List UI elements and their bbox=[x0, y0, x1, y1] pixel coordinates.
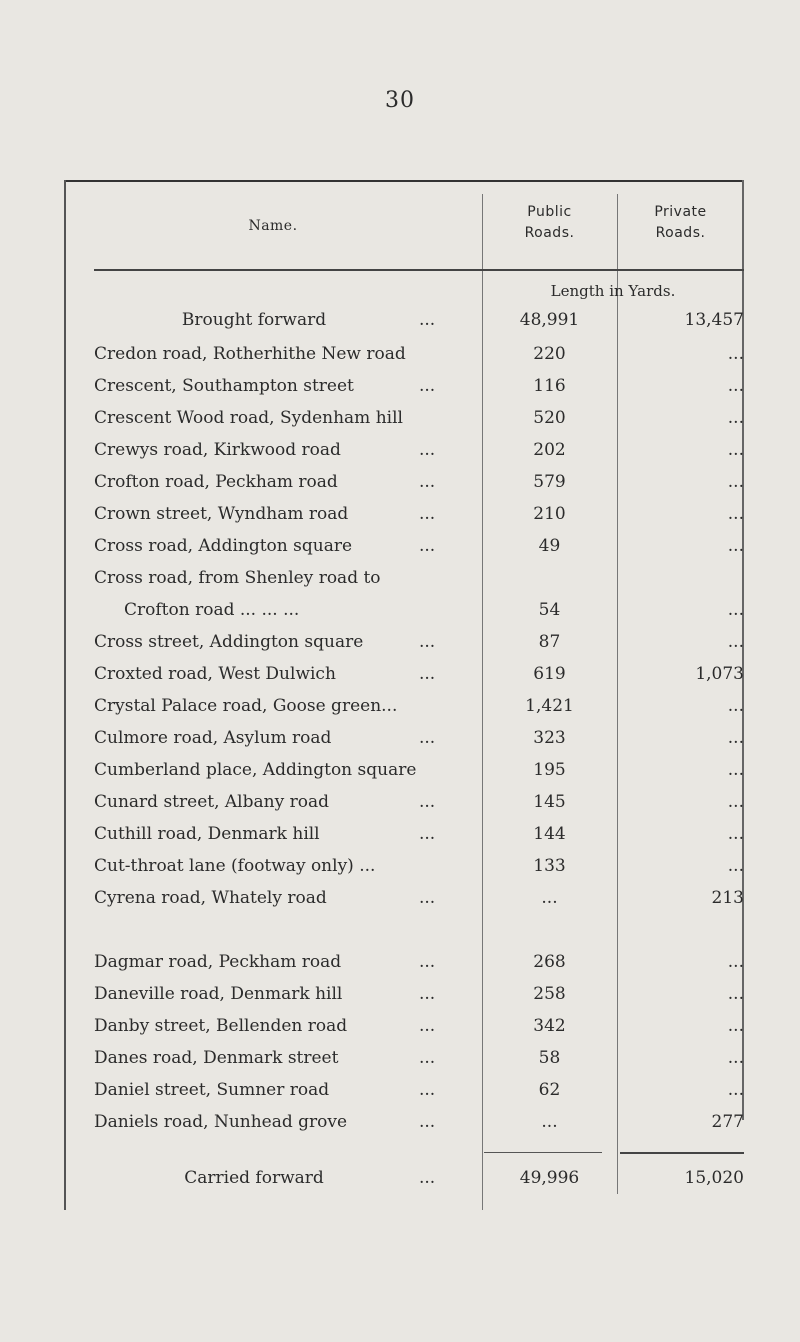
public-roads-value: 268 bbox=[533, 952, 566, 972]
public-roads-value: 579 bbox=[533, 472, 566, 492]
brought-forward-public: 48,991 bbox=[519, 310, 580, 330]
private-roads-value: ... bbox=[727, 344, 744, 364]
road-name: Crystal Palace road, Goose green... bbox=[94, 696, 398, 716]
road-name: Crofton road, Peckham road bbox=[94, 472, 338, 492]
road-name: Cuthill road, Denmark hill bbox=[94, 824, 320, 844]
table-row bbox=[64, 626, 744, 658]
table-row bbox=[64, 1074, 744, 1106]
public-roads-value: 195 bbox=[533, 760, 566, 780]
road-name: Daniel street, Sumner road bbox=[94, 1080, 330, 1100]
table-row bbox=[64, 498, 744, 530]
length-subheader: Length in Yards. bbox=[550, 282, 676, 300]
table-row bbox=[64, 1010, 744, 1042]
row-dots: ... bbox=[419, 664, 436, 684]
table-row bbox=[64, 850, 744, 882]
private-roads-value: ... bbox=[727, 472, 744, 492]
public-roads-value: 54 bbox=[538, 600, 561, 620]
road-name: Crescent Wood road, Sydenham hill bbox=[94, 408, 403, 428]
row-dots: ... bbox=[419, 440, 436, 460]
row-dots: ... bbox=[419, 632, 436, 652]
table-row bbox=[64, 594, 744, 626]
page-number: 30 bbox=[385, 88, 415, 113]
roads-table bbox=[64, 180, 744, 1210]
road-name: Culmore road, Asylum road bbox=[94, 728, 332, 748]
road-name: Danby street, Bellenden road bbox=[94, 1016, 348, 1036]
row-dots: ... bbox=[419, 1080, 436, 1100]
table-row bbox=[64, 978, 744, 1010]
table-row bbox=[64, 786, 744, 818]
table-row bbox=[64, 722, 744, 754]
row-dots: ... bbox=[419, 1112, 436, 1132]
road-name: Dagmar road, Peckham road bbox=[94, 952, 342, 972]
table-row bbox=[64, 530, 744, 562]
public-roads-value: 202 bbox=[533, 440, 566, 460]
table-row bbox=[64, 370, 744, 402]
table-row bbox=[64, 466, 744, 498]
header-public-line1: Public bbox=[527, 204, 572, 220]
road-name: Crescent, Southampton street bbox=[94, 376, 354, 396]
private-roads-value: ... bbox=[727, 952, 744, 972]
private-roads-value: ... bbox=[727, 536, 744, 556]
table-row bbox=[64, 690, 744, 722]
private-roads-value: ... bbox=[727, 600, 744, 620]
header-private-line2: Roads. bbox=[655, 225, 706, 241]
table-row bbox=[64, 754, 744, 786]
carried-forward-label: Carried forward bbox=[184, 1168, 324, 1188]
row-dots: ... bbox=[419, 824, 436, 844]
table-row bbox=[64, 338, 744, 370]
public-roads-value: 323 bbox=[533, 728, 566, 748]
public-roads-value: 258 bbox=[533, 984, 566, 1004]
public-roads-value: ... bbox=[541, 888, 558, 908]
header-public-roads bbox=[482, 202, 617, 244]
private-roads-value: ... bbox=[727, 408, 744, 428]
road-name: Cyrena road, Whately road bbox=[94, 888, 327, 908]
row-dots: ... bbox=[419, 376, 436, 396]
road-name: Daniels road, Nunhead grove bbox=[94, 1112, 348, 1132]
table-row bbox=[64, 1106, 744, 1138]
table-top-rule bbox=[64, 180, 744, 182]
private-roads-value: ... bbox=[727, 1080, 744, 1100]
private-roads-value: ... bbox=[727, 376, 744, 396]
private-roads-value: ... bbox=[727, 760, 744, 780]
public-roads-value: 116 bbox=[533, 376, 566, 396]
header-private-line1: Private bbox=[654, 204, 707, 220]
header-private-roads bbox=[617, 202, 744, 244]
private-roads-value: 277 bbox=[711, 1112, 744, 1132]
road-name: Cut-throat lane (footway only) ... bbox=[94, 856, 376, 876]
brought-forward-label: Brought forward bbox=[181, 310, 327, 330]
table-row bbox=[64, 882, 744, 914]
row-dots: ... bbox=[419, 472, 436, 492]
private-roads-value: ... bbox=[727, 440, 744, 460]
brought-forward-private: 13,457 bbox=[684, 310, 744, 330]
header-public-line2: Roads. bbox=[524, 225, 575, 241]
table-row bbox=[64, 658, 744, 690]
table-row bbox=[64, 562, 744, 594]
road-name: Croxted road, West Dulwich bbox=[94, 664, 336, 684]
public-roads-value: 619 bbox=[533, 664, 566, 684]
road-name: Crofton road ... ... ... bbox=[124, 600, 300, 620]
carried-forward-public: 49,996 bbox=[519, 1168, 580, 1188]
table-row bbox=[64, 402, 744, 434]
header-rule bbox=[94, 269, 744, 271]
row-dots: ... bbox=[419, 888, 436, 908]
road-name: Crown street, Wyndham road bbox=[94, 504, 349, 524]
public-roads-value: 210 bbox=[533, 504, 566, 524]
table-row bbox=[64, 434, 744, 466]
row-dots: ... bbox=[419, 1048, 436, 1068]
total-rule-private bbox=[620, 1152, 744, 1154]
road-name: Cross road, Addington square bbox=[94, 536, 353, 556]
public-roads-value: 220 bbox=[533, 344, 566, 364]
public-roads-value: 1,421 bbox=[525, 696, 574, 716]
private-roads-value: ... bbox=[727, 856, 744, 876]
table-row bbox=[64, 1042, 744, 1074]
row-dots: ... bbox=[419, 1016, 436, 1036]
carried-forward-private: 15,020 bbox=[684, 1168, 744, 1188]
carried-forward-row bbox=[64, 1162, 744, 1194]
row-dots: ... bbox=[419, 728, 436, 748]
public-roads-value: 145 bbox=[533, 792, 566, 812]
public-roads-value: ... bbox=[541, 1112, 558, 1132]
private-roads-value: ... bbox=[727, 1048, 744, 1068]
public-roads-value: 520 bbox=[533, 408, 566, 428]
private-roads-value: ... bbox=[727, 824, 744, 844]
row-dots: ... bbox=[419, 952, 436, 972]
public-roads-value: 49 bbox=[538, 536, 561, 556]
private-roads-value: ... bbox=[727, 792, 744, 812]
private-roads-value: ... bbox=[727, 984, 744, 1004]
private-roads-value: 213 bbox=[711, 888, 744, 908]
private-roads-value: ... bbox=[727, 504, 744, 524]
public-roads-value: 58 bbox=[538, 1048, 561, 1068]
private-roads-value: ... bbox=[727, 728, 744, 748]
total-rule-public bbox=[484, 1152, 602, 1153]
road-name: Daneville road, Denmark hill bbox=[94, 984, 343, 1004]
road-name: Cross street, Addington square bbox=[94, 632, 364, 652]
row-dots: ... bbox=[419, 310, 436, 330]
table-row bbox=[64, 946, 744, 978]
public-roads-value: 133 bbox=[533, 856, 566, 876]
road-name: Cumberland place, Addington square bbox=[94, 760, 417, 780]
road-name: Crewys road, Kirkwood road bbox=[94, 440, 341, 460]
row-dots: ... bbox=[419, 792, 436, 812]
row-dots: ... bbox=[419, 1168, 436, 1188]
private-roads-value: 1,073 bbox=[695, 664, 744, 684]
header-name: Name. bbox=[248, 218, 298, 234]
row-dots: ... bbox=[419, 984, 436, 1004]
row-dots: ... bbox=[419, 536, 436, 556]
public-roads-value: 144 bbox=[533, 824, 566, 844]
road-name: Danes road, Denmark street bbox=[94, 1048, 339, 1068]
public-roads-value: 62 bbox=[538, 1080, 561, 1100]
row-dots: ... bbox=[419, 504, 436, 524]
brought-forward-row bbox=[64, 304, 744, 336]
private-roads-value: ... bbox=[727, 1016, 744, 1036]
road-name: Cross road, from Shenley road to bbox=[94, 568, 381, 588]
public-roads-value: 342 bbox=[533, 1016, 566, 1036]
road-name: Cunard street, Albany road bbox=[94, 792, 329, 812]
private-roads-value: ... bbox=[727, 632, 744, 652]
road-name: Credon road, Rotherhithe New road bbox=[94, 344, 406, 364]
public-roads-value: 87 bbox=[538, 632, 561, 652]
private-roads-value: ... bbox=[727, 696, 744, 716]
table-row bbox=[64, 818, 744, 850]
